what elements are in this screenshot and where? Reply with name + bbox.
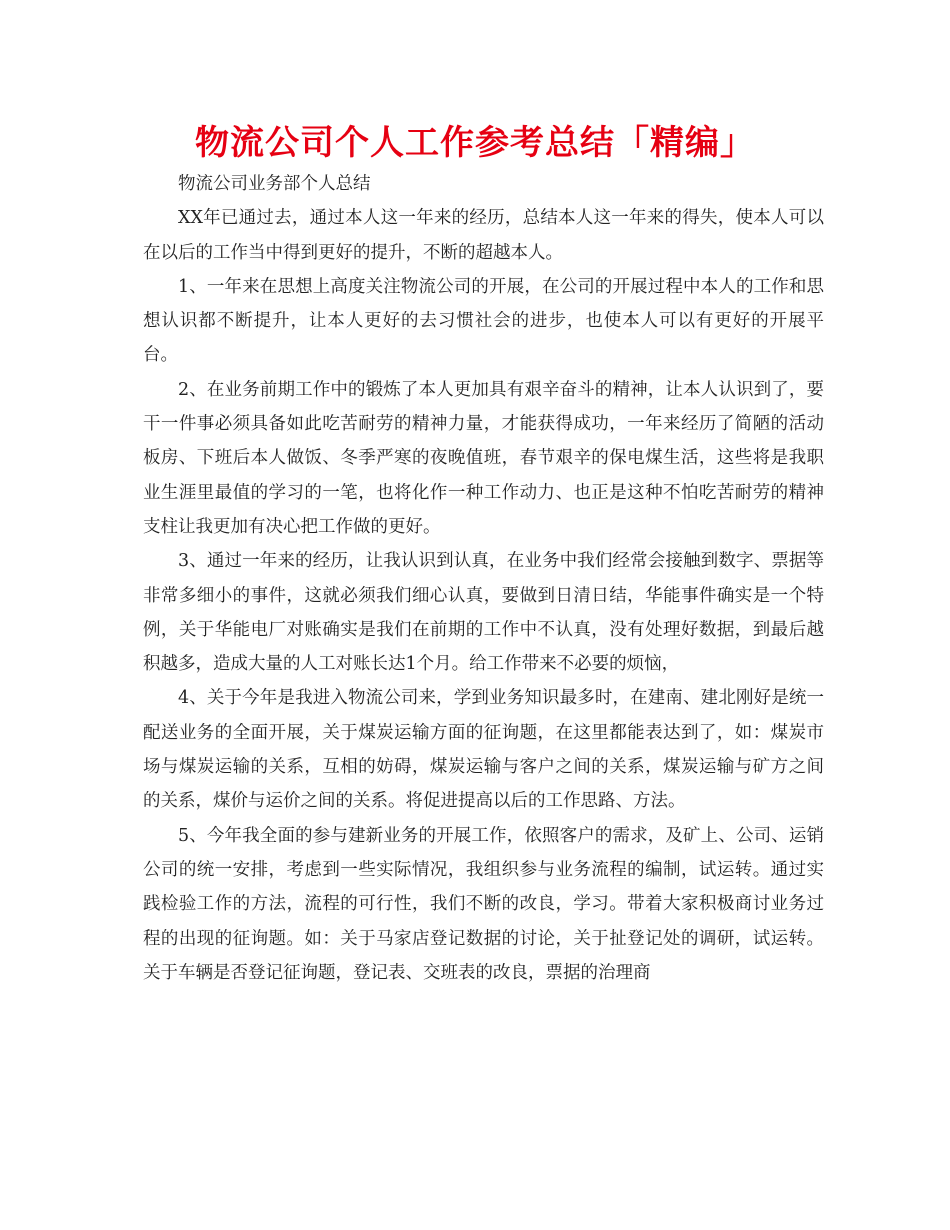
document-body (143, 167, 824, 990)
paragraph-intro: XX年已通过去，通过本人这一年来的经历，总结本人这一年来的得失，使本人可以在以后的工作当中得到更好的提升，不断的超越本人。 (143, 208, 824, 263)
paragraph-2: 2、在业务前期工作中的锻炼了本人更加具有艰辛奋斗的精神，让本人认识到了，要干一件事必须具备如此吃苦耐劳的精神力量，才能获得成功，一年来经历了简陋的活动板房、下班后本人做饭、冬季严寒的夜晚值班，春节艰辛的保电煤生活，这些将是我职业生涯里最值的学习的一笔，也将化作一种工作动力、也正是这种不怕吃苦耐劳的精神支柱让我更加有决心把工作做的更好。 (143, 379, 824, 537)
section-heading: 物流公司业务部个人总结 (178, 174, 371, 194)
paragraph-1: 1、一年来在思想上高度关注物流公司的开展，在公司的开展过程中本人的工作和思想认识都不断提升，让本人更好的去习惯社会的进步，也使本人可以有更好的开展平台。 (143, 276, 824, 366)
paragraph-4: 4、关于今年是我进入物流公司来，学到业务知识最多时，在建南、建北刚好是统一配送业务的全面开展，关于煤炭运输方面的征询题，在这里都能表达到了，如：煤炭市场与煤炭运输的关系，互相的妨碍，煤炭运输与客户之间的关系，煤炭运输与矿方之间的关系，煤价与运价之间的关系。将促进提高以后的工作思路、方法。 (143, 688, 824, 812)
paragraph-3: 3、通过一年来的经历，让我认识到认真，在业务中我们经常会接触到数字、票据等非常多细小的事件，这就必须我们细心认真，要做到日清日结，华能事件确实是一个特例，关于华能电厂对账确实是我们在前期的工作中不认真，没有处理好数据，到最后越积越多，造成大量的人工对账长达1个月。给工作带来不必要的烦恼， (143, 551, 824, 675)
document-title: 物流公司个人工作参考总结「精编」 (195, 123, 755, 163)
paragraph-5: 5、今年我全面的参与建新业务的开展工作，依照客户的需求，及矿上、公司、运销公司的统一安排，考虑到一些实际情况，我组织参与业务流程的编制，试运转。通过实践检验工作的方法，流程的可行性，我们不断的改良，学习。带着大家积极商讨业务过程的出现的征询题。如：关于马家店登记数据的讨论，关于扯登记处的调研，试运转。关于车辆是否登记征询题，登记表、交班表的改良，票据的治理商 (143, 825, 824, 983)
